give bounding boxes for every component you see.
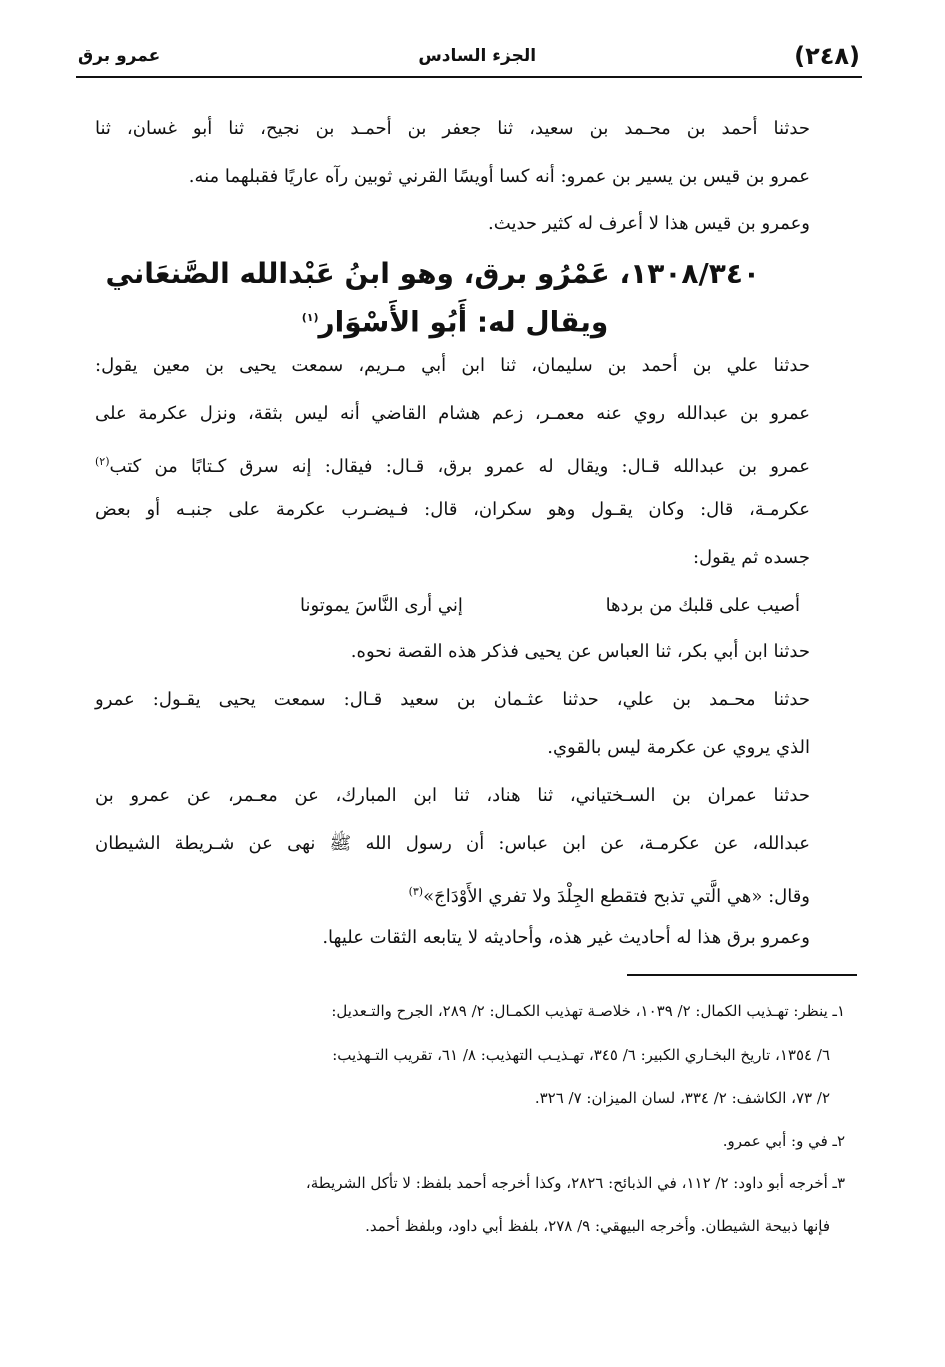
footnote-line: ٦/ ١٣٥٤، تاريخ البخـاري الكبير: ٦/ ٣٤٥، تهـذيـب التهذيب: ٨/ ٦١، تقريب التـهذيب:	[332, 1046, 830, 1064]
body-line: عمرو بن عبدالله روي عنه معمـر، زعم هشام القاضي أنه ليس بثقة، ونزل عكرمة على	[95, 403, 810, 424]
body-line: حدثنا ابن أبي بكر، ثنا العباس عن يحيى فذكر هذه القصة نحوه.	[350, 641, 810, 662]
entry-title-line-2	[150, 294, 760, 346]
footnote-line: ٢/ ٧٣، الكاشف: ٢/ ٣٣٤، لسان الميزان: ٧/ ٣٢٦.	[534, 1089, 830, 1107]
body-line	[95, 876, 810, 913]
body-line: وعمرو بن قيس هذا لا أعرف له كثير حديث.	[488, 213, 810, 234]
body-line: الذي يروي عن عكرمة ليس بالقوي.	[547, 737, 810, 758]
running-header	[78, 38, 860, 74]
footnote-line: ٣ـ أخرجه أبو داود: ٢/ ١١٢، في الذبائح: ٢٨٢٦، وكذا أخرجه أحمد بلفظ: لا تأكل الشريطة،	[305, 1174, 845, 1192]
part-title: الجزء السادس	[418, 46, 537, 66]
entry-title-line-1: ١٣٠٨/٣٤٠، عَمْرُو برق، وهو ابنُ عَبْدالله الصَّنعَاني	[105, 257, 760, 290]
body-line: حدثنا محـمد بن علي، حدثنا عثـمان بن سعيد قـال: سمعت يحيى يقـول: عمرو	[95, 689, 810, 710]
footnote-ref: (١)	[301, 311, 319, 324]
entry-title-text: ويقال له: أَبُو الأَسْوَار	[318, 305, 609, 339]
poem-second-hemistich: إني أرى النَّاسَ يموتونا	[300, 595, 463, 616]
page-number: (٢٤٨)	[794, 42, 860, 70]
body-line: وعمرو برق هذا له أحاديث غير هذه، وأحاديثه لا يتابعه الثقات عليها.	[322, 927, 810, 948]
poem-verse	[300, 590, 800, 622]
footnote-line: ١ـ ينظر: تهـذيب الكمال: ٢/ ١٠٣٩، خلاصـة تهذيب الكمـال: ٢/ ٢٨٩، الجرح والتـعديل:	[331, 1002, 845, 1020]
body-line: جسده ثم يقول:	[692, 547, 810, 568]
footnote-ref: (٢)	[95, 455, 110, 468]
footnote-line: ٢ـ في و: أبي عمرو.	[722, 1132, 845, 1150]
poem-first-hemistich: أصيب على قلبك من بردها	[605, 595, 800, 616]
body-line: حدثنا عمران بن السـختياني، ثنا هناد، ثنا ابن المبارك، عن معـمر، عن عمرو بن	[95, 785, 810, 806]
body-line	[95, 446, 810, 483]
footnote-divider	[627, 974, 857, 976]
body-text: وقال: «هي الَّتي تذبح فتقطع الجِلْدَ ولا تفري الأَوْدَاجَ»	[423, 886, 810, 907]
body-line: حدثنا أحمد بن محـمد بن سعيد، ثنا جعفر بن أحمـد بن نجيح، ثنا أبو غسان، ثنا	[95, 118, 810, 139]
footnote-line: فإنها ذبيحة الشيطان. وأخرجه البيهقي: ٩/ ٢٧٨، بلفظ أبي داود، وبلفظ أحمد.	[365, 1217, 830, 1235]
body-line: عمرو بن قيس بن يسير بن عمرو: أنه كسا أويسًا القرني ثوبين رآه عاريًا فقبلهما منه.	[188, 166, 810, 187]
body-line: عبدالله، عن عكرمـة، عن ابن عباس: أن رسول الله ﷺ نهى عن شـريطة الشيطان	[95, 833, 810, 854]
body-line: عكرمـة، قال: وكان يقـول وهو سكران، قال: فـيضـرب عكرمة على جنبـه أو بعض	[95, 499, 810, 520]
entry-name: عمرو برق	[78, 46, 161, 66]
header-divider	[76, 76, 862, 78]
footnote-ref: (٣)	[408, 885, 424, 898]
body-line: حدثنا علي بن أحمد بن سليمان، ثنا ابن أبي مـريم، سمعت يحيى بن معين يقول:	[95, 355, 810, 376]
body-text: عمرو بن عبدالله قـال: ويقال له عمرو برق، قـال: فيقال: إنه سرق كـتابًا من كتب	[109, 456, 810, 477]
